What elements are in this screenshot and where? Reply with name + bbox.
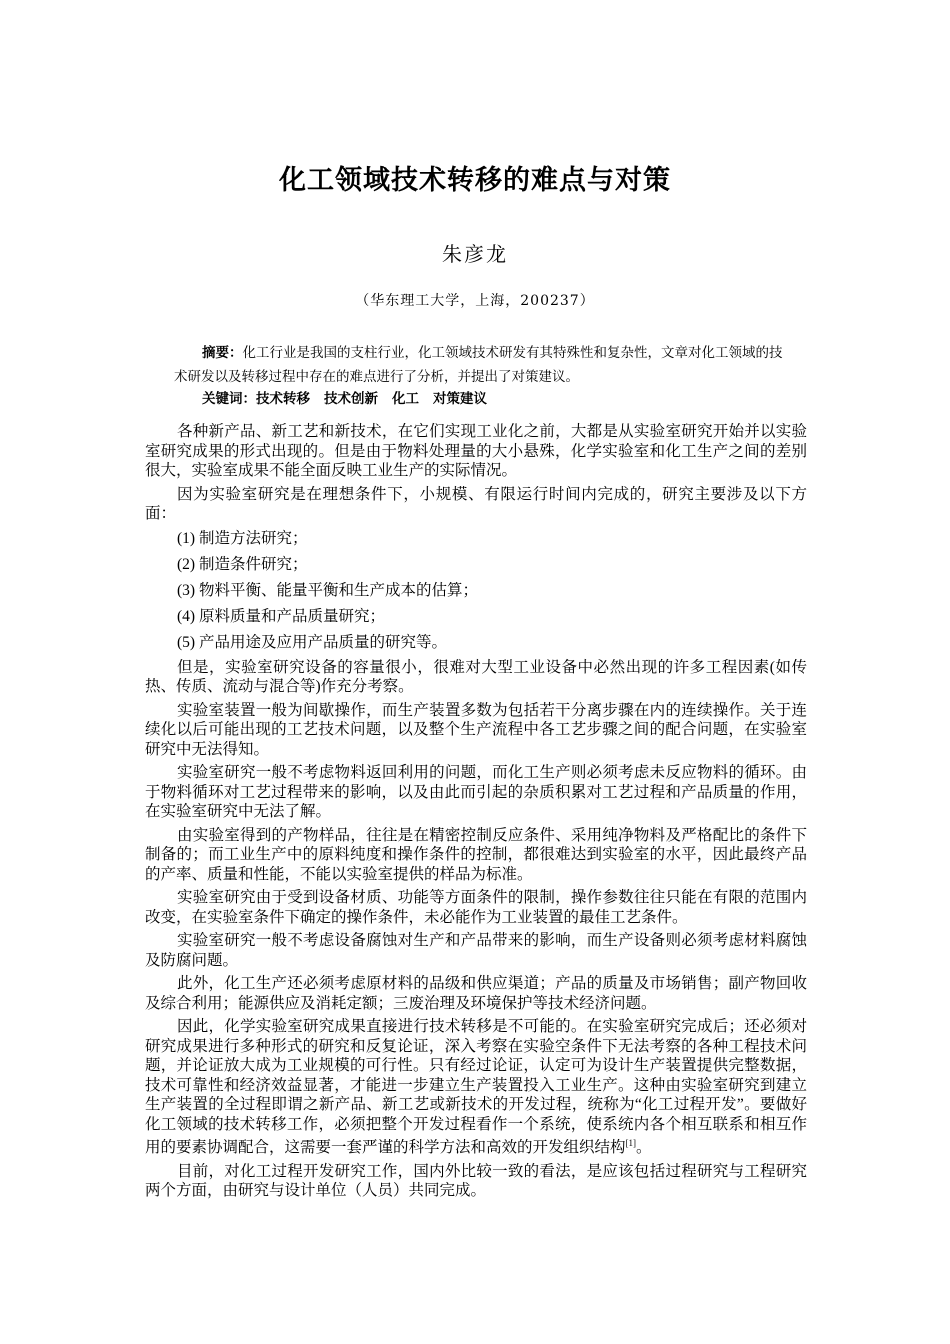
keywords-label: 关键词：: [202, 391, 256, 406]
keyword-item: 技术创新: [324, 391, 378, 406]
paragraph: 各种新产品、新工艺和新技术，在它们实现工业化之前，大都是从实验室研究开始并以实验室研究成果的形式出现的。但是由于物料处理量的大小悬殊，化学实验室和化工生产之间的差别很大，实验室成果不能全面反映工业生产的实际情况。: [145, 423, 807, 479]
keyword-item: 技术转移: [256, 391, 310, 406]
abstract: [174, 341, 784, 389]
list-item: (4) 原料质量和产品质量研究；: [177, 607, 385, 625]
paper-title: 化工领域技术转移的难点与对策: [279, 165, 671, 196]
abstract-text: 化工行业是我国的支柱行业，化工领域技术研发有其特殊性和复杂性，文章对化工领域的技术研发以及转移过程中存在的难点进行了分析，并提出了对策建议。: [174, 345, 783, 384]
paragraph: 实验室装置一般为间歇操作，而生产装置多数为包括若干分离步骤在内的连续操作。关于连续化以后可能出现的工艺技术问题，以及整个生产流程中各工艺步骤之间的配合问题，在实验室研究中无法得知。: [145, 701, 807, 758]
list-item: (1) 制造方法研究；: [177, 529, 308, 547]
paragraph: 此外，化工生产还必须考虑原材料的品级和供应渠道；产品的质量及市场销售；副产物回收及综合利用；能源供应及消耗定额；三废治理及环境保护等技术经济问题。: [145, 975, 807, 1012]
paragraph: 由实验室得到的产物样品，往往是在精密控制反应条件、采用纯净物料及严格配比的条件下制备的；而工业生产中的原料纯度和操作条件的控制，都很难达到实验室的水平，因此最终产品的产率、质量和性能，不能以实验室提供的样品为标准。: [145, 826, 807, 883]
citation-ref: [1]: [625, 1138, 637, 1148]
paragraph: 但是，实验室研究设备的容量很小，很难对大型工业设备中必然出现的许多工程因素(如传热、传质、流动与混合等)作充分考察。: [145, 658, 807, 695]
paragraph: 实验室研究由于受到设备材质、功能等方面条件的限制，操作参数往往只能在有限的范围内改变，在实验室条件下确定的操作条件，未必能作为工业装置的最佳工艺条件。: [145, 889, 807, 926]
paragraph: [145, 1017, 807, 1158]
list-item: (5) 产品用途及应用产品质量的研究等。: [177, 633, 447, 651]
paragraph: 实验室研究一般不考虑物料返回利用的问题，而化工生产则必须考虑未反应物料的循环。由于物料循环对工艺过程带来的影响，以及由此而引起的杂质积累对工艺过程和产品质量的作用，在实验室研究中无法了解。: [145, 764, 807, 820]
list-item: (2) 制造条件研究；: [177, 555, 308, 573]
paragraph-text: 因此，化学实验室研究成果直接进行技术转移是不可能的。在实验室研究完成后；还必须对研究成果进行多种形式的研究和反复论证，深入考察在实验空条件下无法考察的各种工程技术问题，并论证放大成为工业规模的可行性。只有经过论证，认定可为设计生产装置提供完整数据，技术可靠性和经济效益显著，才能进一步建立生产装置投入工业生产。这种由实验室研究到建立生产装置的全过程即谓之新产品、新工艺或新技术的开发过程，统称为“化工过程开发”。要做好化工领域的技术转移工作，必须把整个开发过程看作一个系统，使系统内各个相互联系和相互作用的要素协调配合，这需要一套严谨的科学方法和高效的开发组织结构: [145, 1018, 807, 1157]
keywords: [174, 388, 784, 410]
paragraph-end: 。: [636, 1139, 652, 1157]
paragraph: 目前，对化工过程开发研究工作，国内外比较一致的看法，是应该包括过程研究与工程研究两个方面，由研究与设计单位（人员）共同完成。: [145, 1162, 807, 1200]
list-item: (3) 物料平衡、能量平衡和生产成本的估算；: [177, 581, 478, 599]
body-text: [145, 422, 807, 1205]
abstract-label: 摘要：: [202, 345, 243, 360]
author-name: 朱彦龙: [442, 242, 508, 266]
paragraph: 因为实验室研究是在理想条件下，小规模、有限运行时间内完成的，研究主要涉及以下方面：: [145, 485, 807, 522]
keyword-item: 对策建议: [433, 391, 487, 406]
paragraph: 实验室研究一般不考虑设备腐蚀对生产和产品带来的影响，而生产设备则必须考虑材料腐蚀及防腐问题。: [145, 932, 807, 969]
keyword-item: 化工: [392, 391, 419, 406]
affiliation: （华东理工大学，上海，200237）: [355, 293, 595, 309]
